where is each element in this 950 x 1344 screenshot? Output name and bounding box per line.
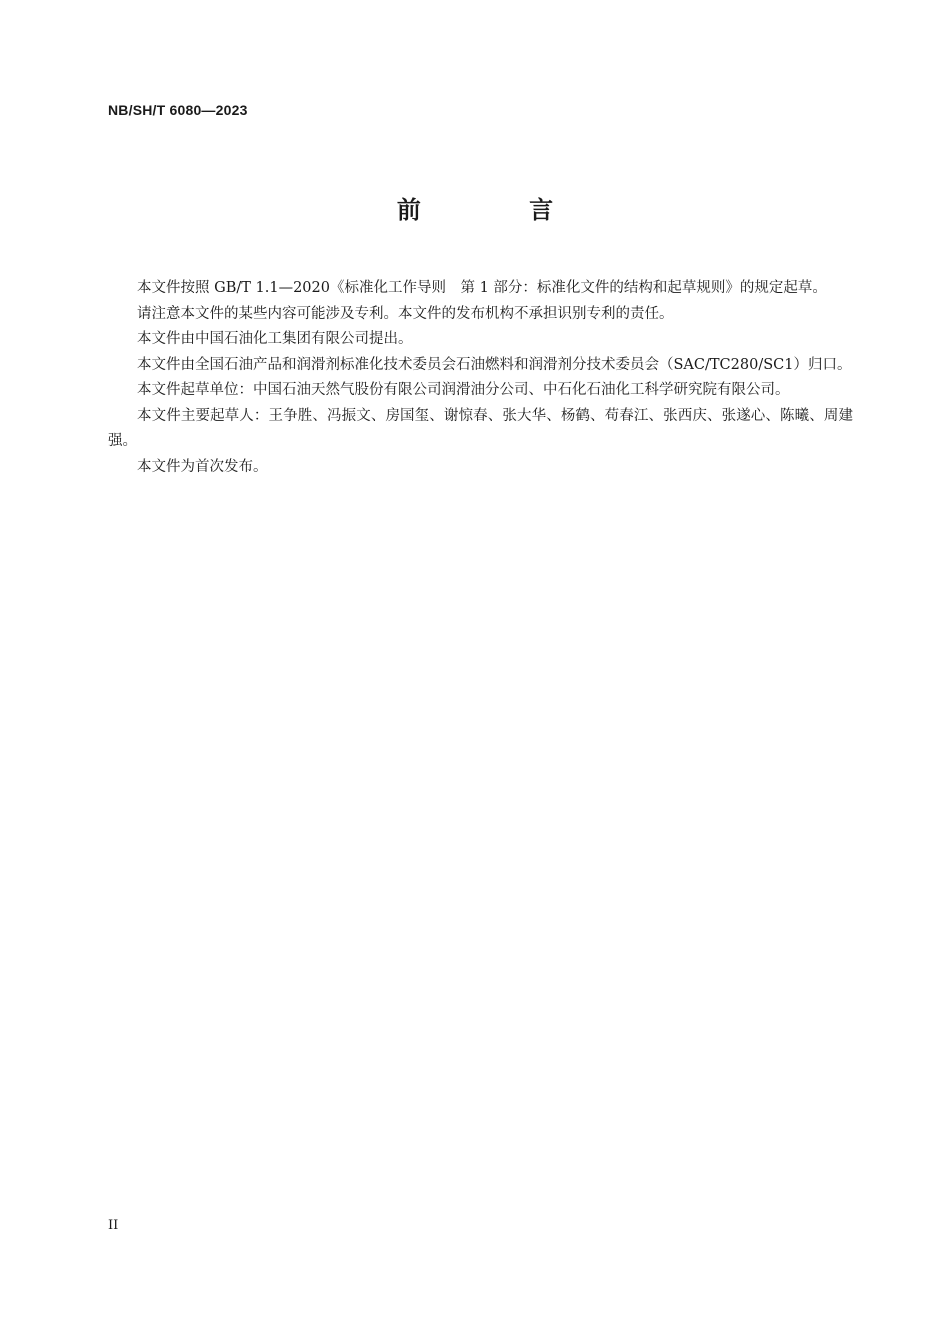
foreword-body [108,276,853,480]
section-title: 前 言 [396,196,604,224]
page-number: II [108,1218,119,1233]
paragraph-drafting-rules: 本文件按照 GB/T 1.1—2020《标准化工作导则 第 1 部分：标准化文件的结构和起草规则》的规定起草。 [137,280,827,296]
paragraph-proposer: 本文件由中国石油化工集团有限公司提出。 [137,331,413,347]
paragraph-committee: 本文件由全国石油产品和润滑剂标准化技术委员会石油燃料和润滑剂分技术委员会（SAC/TC280/SC1）归口。 [137,356,852,373]
paragraph-patent-notice: 请注意本文件的某些内容可能涉及专利。本文件的发布机构不承担识别专利的责任。 [137,305,674,322]
paragraph-drafting-units: 本文件起草单位：中国石油天然气股份有限公司润滑油分公司、中石化石油化工科学研究院有限公司。 [137,382,790,398]
standard-number: NB/SH/T 6080—2023 [108,102,248,118]
paragraph-drafters: 本文件主要起草人：王争胜、冯振文、房国玺、谢惊春、张大华、杨鹤、苟春江、张西庆、张遂心、陈曦、周建强。 [108,407,853,449]
paragraph-first-issue: 本文件为首次发布。 [137,458,268,475]
